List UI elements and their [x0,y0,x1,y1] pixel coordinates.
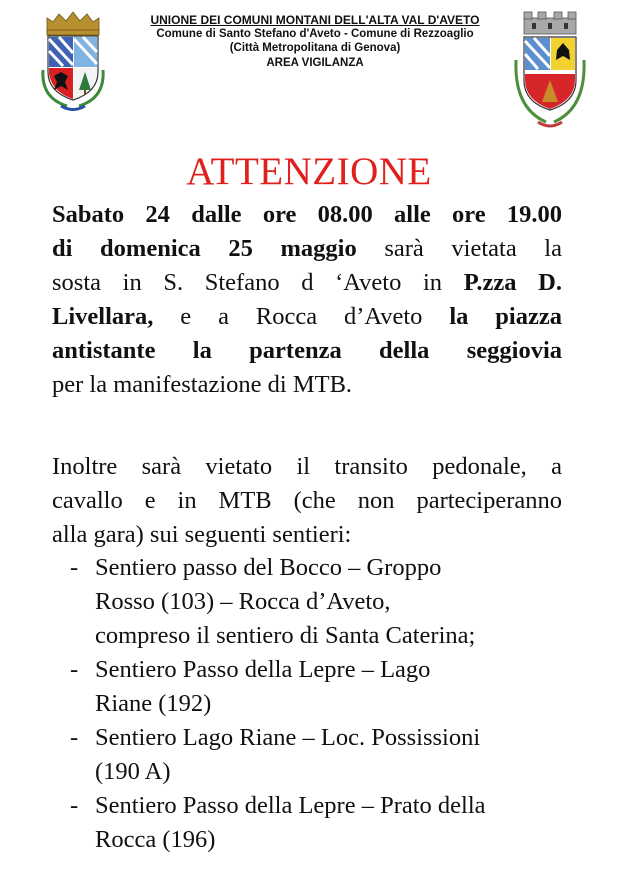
trail-line: Riane (192) [95,690,212,717]
header [120,13,510,70]
bullet-dash: - [70,554,79,581]
header-metropolitan-city: (Città Metropolitana di Genova) [229,42,401,55]
notice-text: per la manifestazione di MTB. [52,371,353,398]
bullet-dash: - [70,792,79,819]
trail-line: Sentiero Passo della Lepre – Prato della [95,792,486,819]
left-coat-of-arms-icon [37,10,109,115]
trail-line: Sentiero Lago Riane – Loc. Possissioni [95,724,481,751]
trail-list-item [67,653,567,721]
notice-line [52,300,562,334]
trail-list-item [67,721,567,789]
trail-line: compreso il sentiero di Santa Caterina; [95,622,476,649]
notice-dates: Sabato 24 dalle ore 08.00 alle ore 19.00 [52,201,562,228]
notice-place-1: P.zza D. [463,269,562,296]
header-union-name: UNIONE DEI COMUNI MONTANI DELL'ALTA VAL D'AVETO [150,13,480,27]
closure-notice [52,198,562,402]
notice-line [52,368,562,402]
notice-line [52,198,562,232]
notice-text: sarà vietata la [356,235,562,262]
notice-place-1b: Livellara, [52,303,154,330]
bullet-dash: - [70,656,79,683]
notice-place-2: la piazza [449,303,562,330]
notice-title: ATTENZIONE [186,150,432,193]
header-municipalities: Comune di Santo Stefano d'Aveto - Comune di Rezzoaglio [156,28,474,41]
trail-list [67,551,567,857]
bullet-dash: - [70,724,79,751]
right-coat-of-arms-icon [512,10,588,132]
notice-place-2b: antistante la partenza della seggiovia [52,337,562,364]
trail-list-item [67,551,567,653]
intro-line: alla gara) sui seguenti sentieri: [52,521,352,548]
trail-line: (190 A) [95,758,171,785]
trail-restriction-intro [52,450,562,552]
trail-line: Rosso (103) – Rocca d’Aveto, [95,588,391,615]
intro-line: cavallo e in MTB (che non parteciperanno [52,487,562,514]
notice-date-end: di domenica 25 maggio [52,235,357,262]
notice-line [52,232,562,266]
header-department: AREA VIGILANZA [266,56,364,69]
trail-line: Sentiero passo del Bocco – Groppo [95,554,442,581]
trail-line: Rocca (196) [95,826,216,853]
notice-text: e a Rocca d’Aveto [153,303,450,330]
notice-line [52,334,562,368]
notice-text: sosta in S. Stefano d ‘Aveto in [52,269,464,296]
intro-line: Inoltre sarà vietato il transito pedonale, a [52,453,562,480]
trail-line: Sentiero Passo della Lepre – Lago [95,656,431,683]
trail-list-item [67,789,567,857]
notice-line [52,266,562,300]
